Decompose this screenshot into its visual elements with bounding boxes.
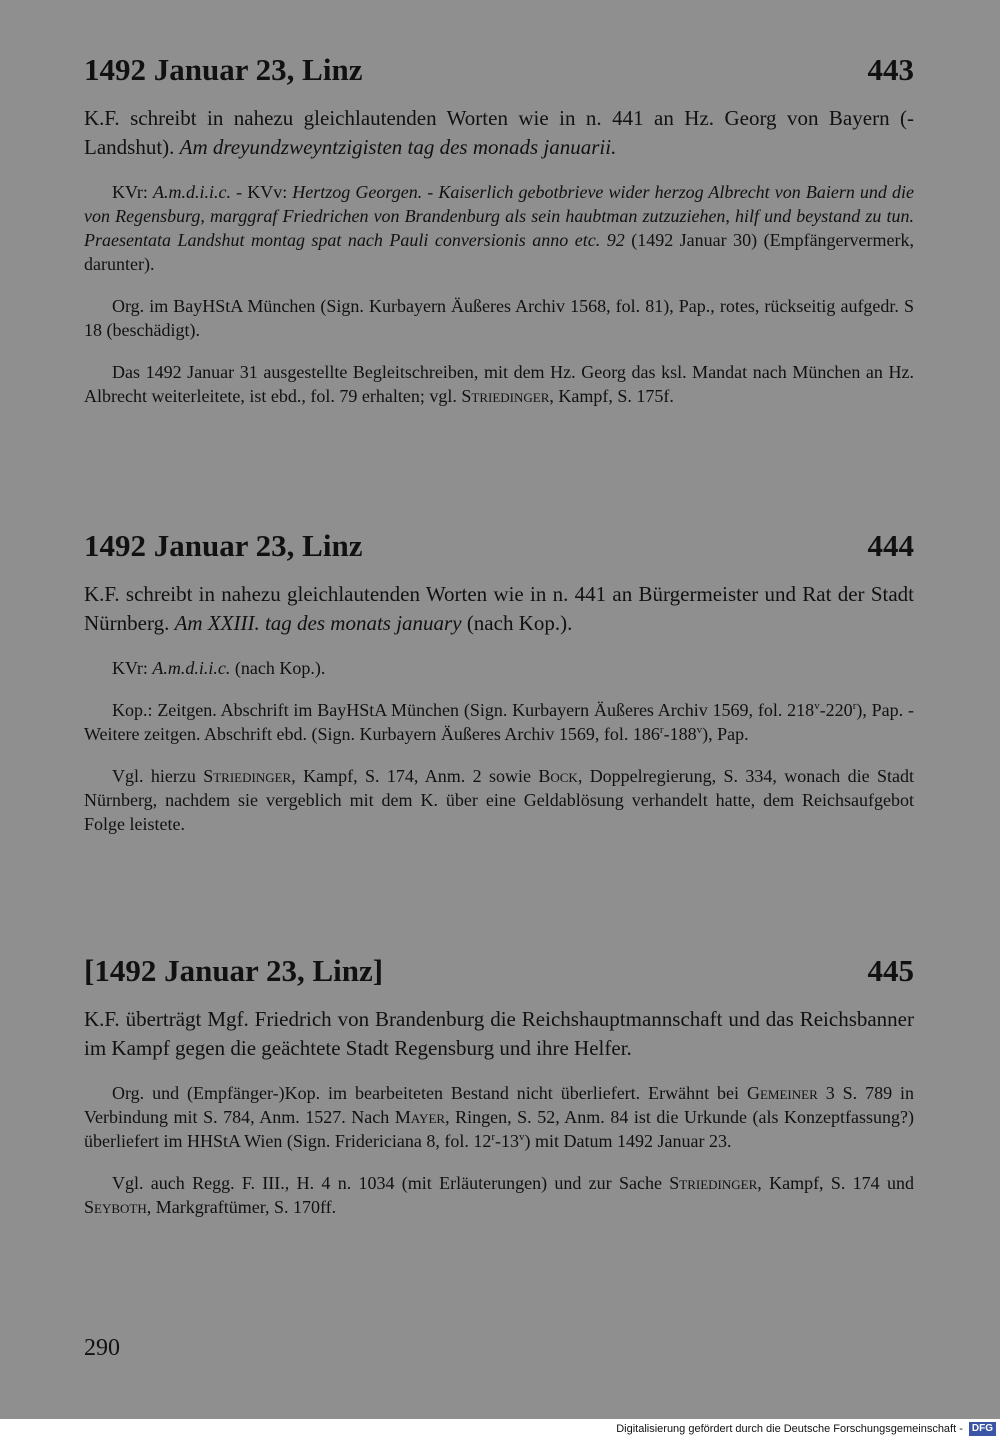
funding-footer: [0, 1419, 1000, 1439]
original-note: Org. im BayHStA München (Sign. Kurbayern Äußeres Archiv 1568, fol. 81), Pap., rotes, rückseitig aufgedr. S 18 (beschädigt).: [84, 296, 914, 340]
author-name: Seyboth: [84, 1197, 147, 1217]
entry-heading: [84, 528, 914, 564]
entry-summary: K.F. überträgt Mgf. Friedrich von Brandenburg die Reichshauptmannschaft und das Reichsbanner im Kampf gegen die geächtete Stadt Regensburg und ihre Helfer.: [84, 1007, 914, 1060]
author-name: Striedinger: [203, 766, 292, 786]
entry-445: [84, 953, 914, 1219]
entry-date: 1492 Januar 23, Linz: [84, 52, 363, 87]
page-number: 290: [84, 1335, 120, 1361]
copy-note: Kop.: Zeitgen. Abschrift im BayHStA München (Sign. Kurbayern Äußeres Archiv 1569, fol. 218$^v$-220$^r$), Pap. - Weitere zeitgen. Abschrift ebd. (Sign. Kurbayern Äußeres Archiv 1569, fol. 186$^r$-188$^v$), Pap.: [84, 700, 914, 744]
author-name: Gemeiner: [746, 1083, 818, 1103]
entry-summary: K.F. schreibt in nahezu gleichlautenden Worten wie in n. 441 an Hz. Georg von Bayern (-Landshut). Am dreyundzweyntzigisten tag des monads januarii.: [84, 106, 914, 159]
entry-444: [84, 528, 914, 836]
author-name: Mayer: [394, 1107, 446, 1127]
entry-number: 445: [867, 953, 914, 988]
endorsement-note: KVr: A.m.d.i.i.c. (nach Kop.).: [112, 658, 326, 678]
reference-note: Das 1492 Januar 31 ausgestellte Begleitschreiben, mit dem Hz. Georg das ksl. Mandat nach München an Hz. Albrecht weiterleitete, ist ebd., fol. 79 erhalten; vgl. Striedinger, Kampf, S. 175f.: [84, 362, 914, 406]
entry-443: [84, 52, 914, 408]
footer-text: Digitalisierung gefördert durch die Deutsche Forschungsgemeinschaft -: [616, 1423, 963, 1435]
entry-number: 443: [867, 52, 914, 87]
dfg-logo: DFG: [969, 1422, 996, 1436]
author-name: Bock: [538, 766, 578, 786]
entry-number: 444: [867, 528, 914, 563]
endorsement-note: KVr: A.m.d.i.i.c. - KVv: Hertzog Georgen. - Kaiserlich gebotbrieve wider herzog Albrecht von Baiern und die von Regensburg, marggraf Friedrichen von Brandenburg als sein haubtman zutzuziehen, hilf und beystand zu tun. Praesentata Landshut montag spat nach Pauli conversionis anno etc. 92 (1492 Januar 30) (Empfängervermerk, darunter).: [84, 182, 915, 274]
reference-note: Vgl. auch Regg. F. III., H. 4 n. 1034 (mit Erläuterungen) und zur Sache Striedinger, Kampf, S. 174 und Seyboth, Markgraftümer, S. 170ff.: [84, 1173, 914, 1217]
author-name: Striedinger: [461, 386, 550, 406]
entry-date: 1492 Januar 23, Linz: [84, 528, 363, 563]
original-note: Org. und (Empfänger-)Kop. im bearbeiteten Bestand nicht überliefert. Erwähnt bei Gemeiner 3 S. 789 in Verbindung mit S. 784, Anm. 1527. Nach Mayer, Ringen, S. 52, Anm. 84 ist die Urkunde (als Konzeptfassung?) überliefert im HHStA Wien (Sign. Fridericiana 8, fol. 12$^r$-13$^v$) mit Datum 1492 Januar 23.: [84, 1083, 915, 1151]
author-name: Striedinger: [669, 1173, 758, 1193]
entry-date: [1492 Januar 23, Linz]: [84, 953, 384, 988]
entry-heading: [84, 52, 914, 88]
reference-note: Vgl. hierzu Striedinger, Kampf, S. 174, Anm. 2 sowie Bock, Doppelregierung, S. 334, wonach die Stadt Nürnberg, nachdem sie vergeblich mit dem K. über eine Geldablösung verhandelt hatte, dem Reichsaufgebot Folge leistete.: [84, 766, 914, 834]
entry-summary: K.F. schreibt in nahezu gleichlautenden Worten wie in n. 441 an Bürgermeister und Rat der Stadt Nürnberg. Am XXIII. tag des monats january (nach Kop.).: [84, 582, 914, 635]
entry-heading: [84, 953, 914, 989]
